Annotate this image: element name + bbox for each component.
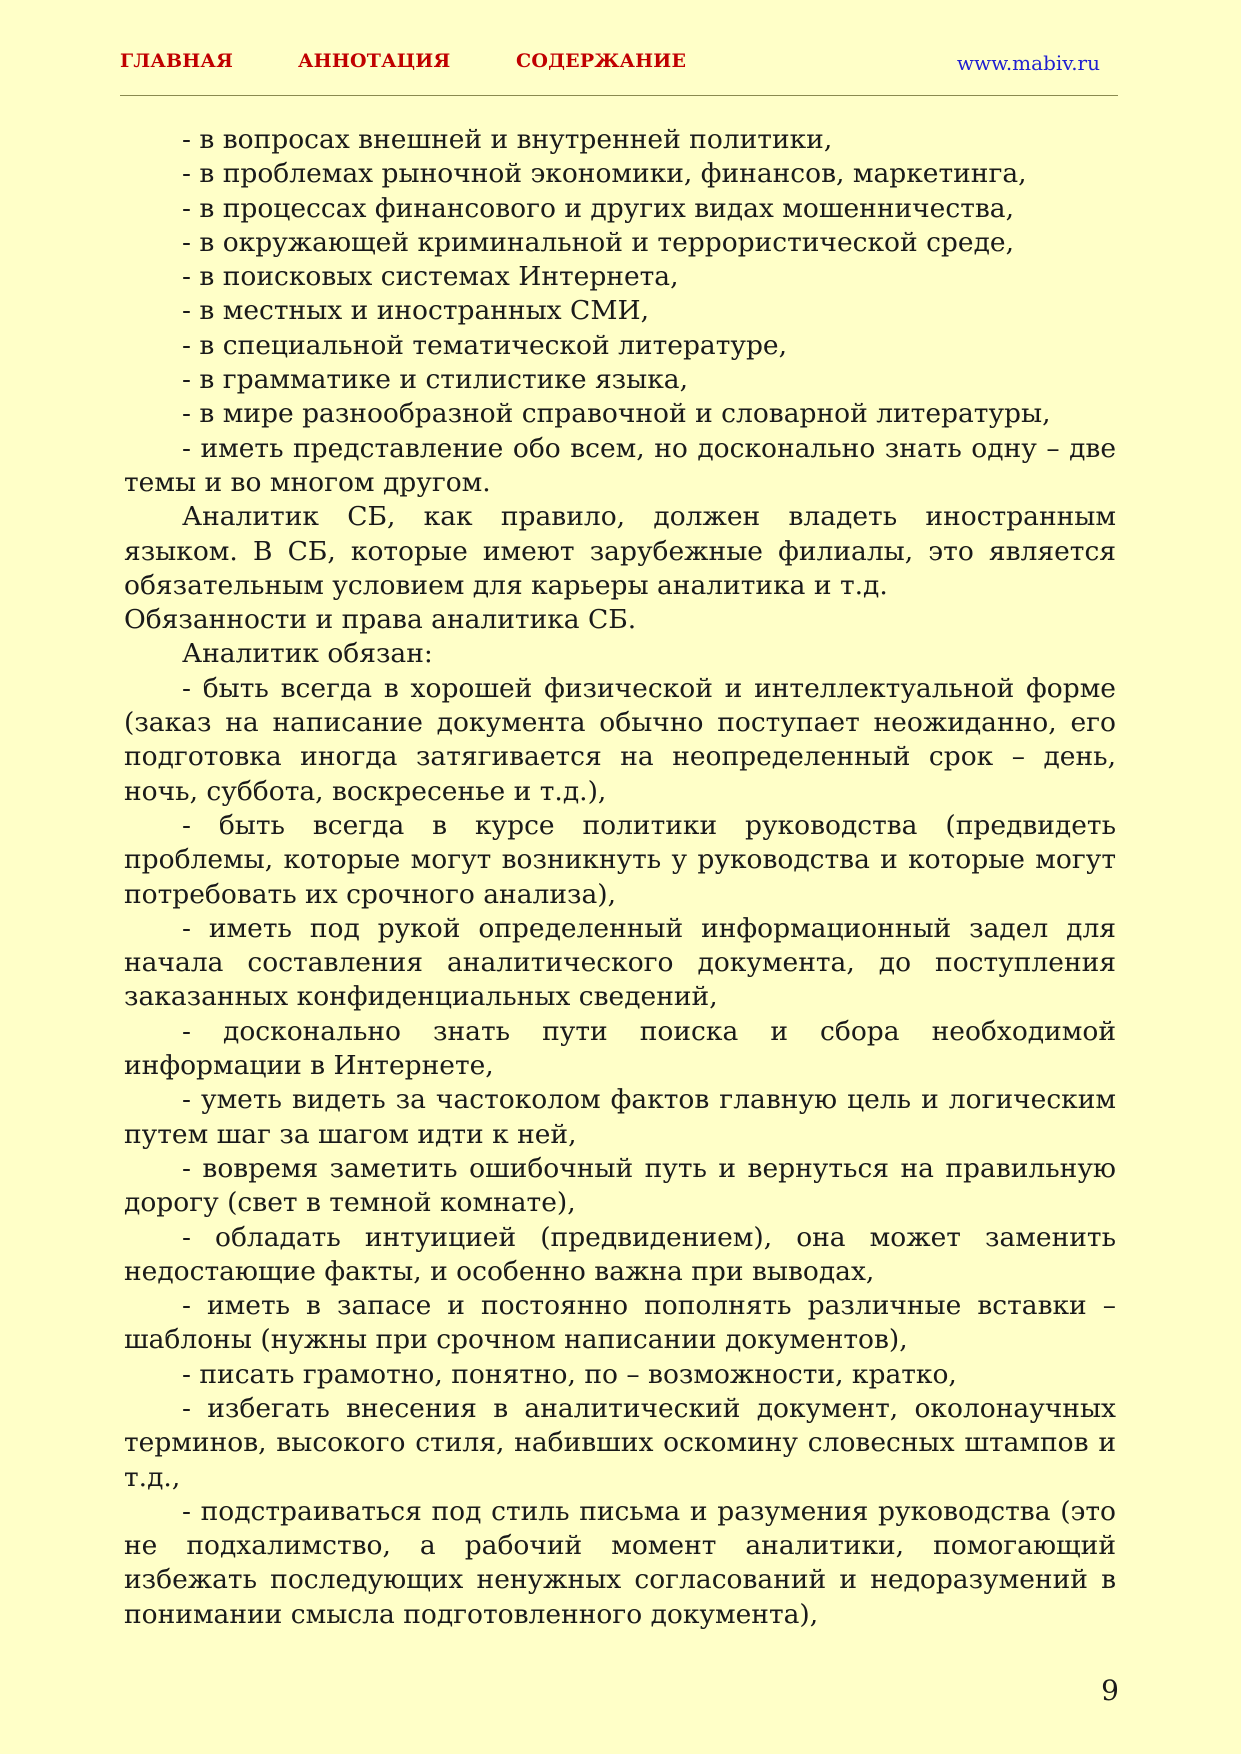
duty-item: - вовремя заметить ошибочный путь и вернуться на правильную дорогу (свет в темной комнате), bbox=[124, 1152, 1116, 1219]
duty-item: - иметь в запасе и постоянно пополнять различные вставки – шаблоны (нужны при срочном написании документов), bbox=[124, 1290, 1116, 1356]
header-divider bbox=[120, 95, 1118, 96]
duty-item: - уметь видеть за частоколом фактов главную цель и логическим путем шаг за шагом идти к ней, bbox=[124, 1084, 1116, 1150]
paragraph-language-tail: Обязанности и права аналитика СБ. bbox=[124, 604, 637, 636]
duty-item: - избегать внесения в аналитический документ, околонаучных терминов, высокого стиля, набивших оскомину словесных штампов и т.д., bbox=[124, 1392, 1116, 1493]
duty-item: - обладать интуицией (предвидением), она может заменить недостающие факты, и особенно важна при выводах, bbox=[124, 1221, 1116, 1287]
paragraph-obliged: Аналитик обязан: bbox=[182, 638, 433, 670]
list-item: - в мире разнообразной справочной и словарной литературы, bbox=[182, 398, 1051, 430]
paragraph-overview: - иметь представление обо всем, но досконально знать одну – две темы и во многом другом. bbox=[124, 432, 1116, 498]
page-number: 9 bbox=[1101, 1674, 1119, 1707]
paragraph-language: Аналитик СБ, как правило, должен владеть иностранным языком. В СБ, которые имеют зарубежные филиалы, это является обязательным условием для карьеры аналитика и т.д. bbox=[124, 501, 1116, 601]
duty-item: - быть всегда в хорошей физической и интеллектуальной форме (заказ на написание документа обычно поступает неожиданно, его подготовка иногда затягивается на неопределенный срок – день, ночь, суббота, воскресенье и т.д.), bbox=[124, 672, 1116, 807]
nav-link-home[interactable]: ГЛАВНАЯ bbox=[120, 50, 234, 72]
nav-link-contents[interactable]: СОДЕРЖАНИЕ bbox=[516, 50, 687, 72]
site-url-link[interactable]: www.mabiv.ru bbox=[956, 51, 1100, 75]
list-item: - в окружающей криминальной и террористической среде, bbox=[182, 226, 1014, 258]
page-header bbox=[120, 50, 1118, 80]
list-item: - в вопросах внешней и внутренней политики, bbox=[182, 124, 833, 155]
duty-item: - писать грамотно, понятно, по – возможности, кратко, bbox=[182, 1358, 957, 1390]
document-body bbox=[124, 123, 1116, 1632]
duty-item: - досконально знать пути поиска и сбора необходимой информации в Интернете, bbox=[124, 1015, 1116, 1082]
duty-item: - быть всегда в курсе политики руководства (предвидеть проблемы, которые могут возникнуть у руководства и которые могут потребовать их срочного анализа), bbox=[124, 809, 1116, 910]
list-item: - в специальной тематической литературе, bbox=[182, 329, 788, 361]
list-item: - в местных и иностранных СМИ, bbox=[182, 295, 649, 327]
list-item: - в грамматике и стилистике языка, bbox=[182, 364, 689, 396]
duty-item: - иметь под рукой определенный информационный задел для начала составления аналитического документа, до поступления заказанных конфиденциальных сведений, bbox=[124, 912, 1116, 1013]
list-item: - в процессах финансового и других видах мошенничества, bbox=[182, 192, 1014, 224]
duty-item: - подстраиваться под стиль письма и разумения руководства (это не подхалимство, а рабочий момент аналитики, помогающий избежать последующих ненужных согласований и недоразумений в понимании смысла подготовленного документа), bbox=[124, 1495, 1116, 1630]
list-item: - в проблемах рыночной экономики, финансов, маркетинга, bbox=[182, 158, 1027, 190]
nav-link-annotation[interactable]: АННОТАЦИЯ bbox=[298, 50, 451, 72]
list-item: - в поисковых системах Интернета, bbox=[182, 261, 679, 293]
